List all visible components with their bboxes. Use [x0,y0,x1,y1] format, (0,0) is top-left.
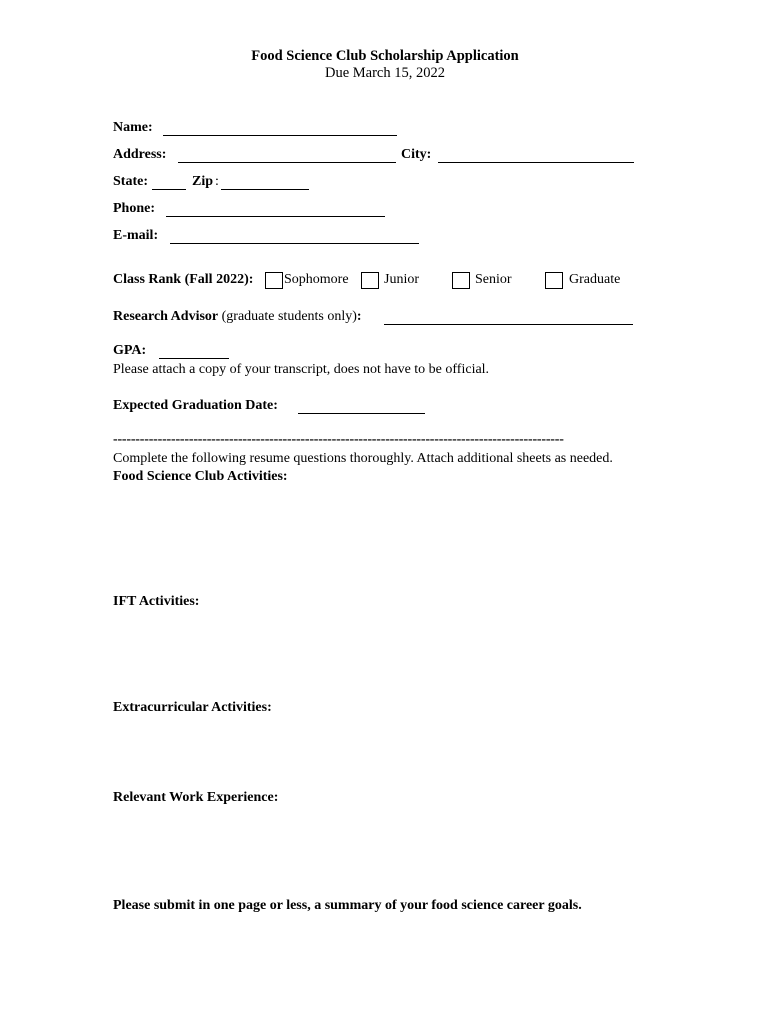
zip-label: Zip [192,174,214,189]
separator-line: ----------------------------------------------------------------------------------------------------- [113,432,564,447]
gpa-label: GPA: [113,343,147,358]
form-title: Food Science Club Scholarship Application [251,48,519,64]
state-field[interactable] [152,177,186,190]
graduate-label: Graduate [569,272,621,287]
ift-activities-heading: IFT Activities: [113,594,200,609]
state-label: State: [113,174,148,189]
class-rank-label: Class Rank (Fall 2022): [113,272,254,287]
phone-field[interactable] [166,204,385,217]
career-goals-heading: Please submit in one page or less, a summary of your food science career goals. [113,898,582,913]
senior-checkbox[interactable] [452,272,470,289]
research-advisor-field[interactable] [384,312,633,325]
club-activities-heading: Food Science Club Activities: [113,469,288,484]
junior-label: Junior [384,272,419,287]
senior-label: Senior [475,272,512,287]
city-field[interactable] [438,150,634,163]
gpa-field[interactable] [159,346,229,359]
name-row [113,120,153,136]
phone-label: Phone: [113,201,155,216]
due-date: Due March 15, 2022 [324,65,445,81]
zip-field[interactable] [221,177,309,190]
city-label: City: [401,147,432,162]
address-label: Address: [113,147,167,162]
graduate-checkbox[interactable] [545,272,563,289]
address-field[interactable] [178,150,396,163]
name-label: Name: [113,120,153,135]
email-field[interactable] [170,231,419,244]
name-field[interactable] [163,123,397,136]
graduation-date-label: Expected Graduation Date: [113,398,278,413]
graduation-date-field[interactable] [298,401,425,414]
sophomore-label: Sophomore [284,272,349,287]
sophomore-checkbox[interactable] [265,272,283,289]
work-experience-heading: Relevant Work Experience: [113,790,279,805]
research-advisor-row [113,309,362,325]
zip-colon: : [215,174,219,189]
transcript-note: Please attach a copy of your transcript, does not have to be official. [113,362,490,377]
email-label: E-mail: [113,228,159,243]
instructions: Complete the following resume questions thoroughly. Attach additional sheets as needed. [113,451,613,466]
junior-checkbox[interactable] [361,272,379,289]
extracurricular-heading: Extracurricular Activities: [113,700,272,715]
research-advisor-note: (graduate students only) [218,309,357,324]
research-advisor-colon: : [356,309,362,324]
research-advisor-label: Research Advisor [113,309,219,324]
